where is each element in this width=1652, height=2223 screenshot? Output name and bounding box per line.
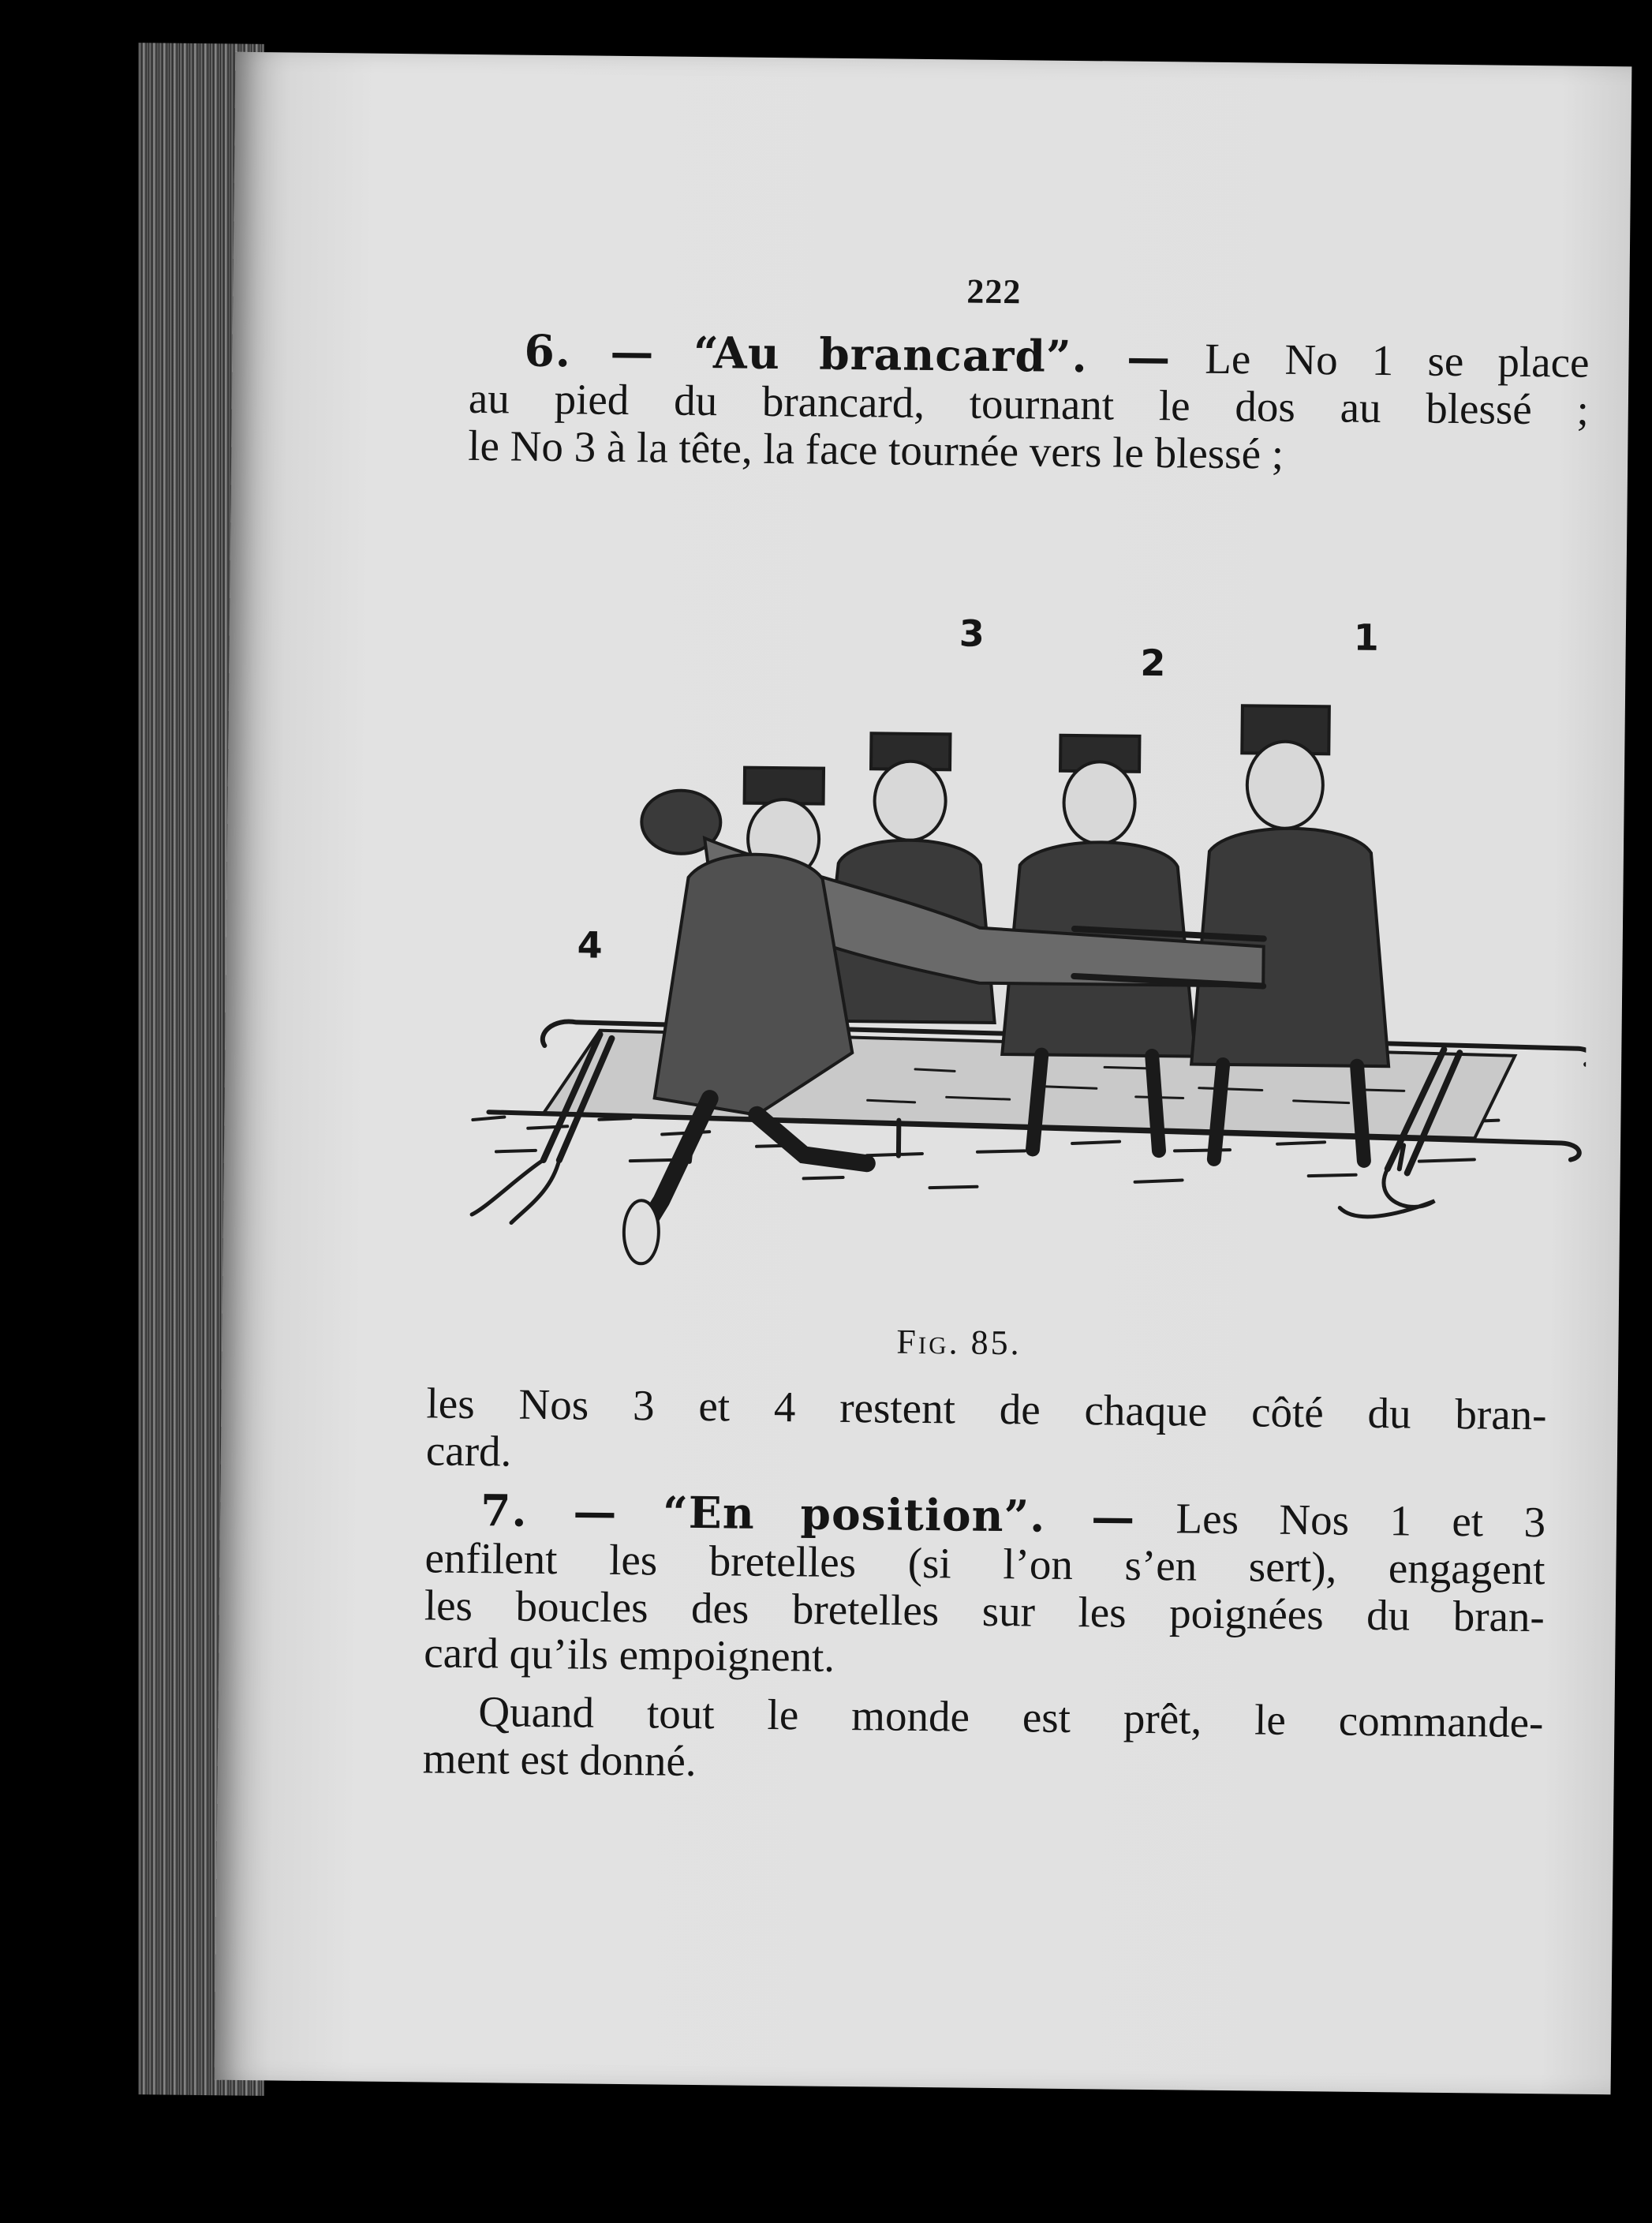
- section-7-number: 7. — “: [480, 1484, 690, 1538]
- section-6-number: 6. — “: [524, 324, 714, 379]
- section-7-text-1: Les Nos 1 et 3: [1175, 1494, 1546, 1547]
- section-6-command: Au brancard: [712, 327, 1047, 382]
- section-6-line-2: au pied du brancard, tournant le dos au blessé ;: [468, 373, 1590, 434]
- figure-marker-4: 4: [577, 923, 603, 967]
- closing-line-2: ment est donné.: [422, 1734, 697, 1786]
- section-7-line-4: card qu’ils empoignent.: [423, 1628, 835, 1681]
- section-6-text-1: Le No 1 se place: [1205, 334, 1590, 387]
- figure-marker-3: 3: [959, 612, 985, 655]
- book-page: [215, 52, 1632, 2094]
- section-7-command: En position: [688, 1486, 1004, 1542]
- figure-marker-1: 1: [1353, 616, 1380, 660]
- page-number: 222: [966, 271, 1022, 312]
- section-6-close: ”. —: [1045, 330, 1172, 384]
- closing-paragraph: [423, 1687, 1544, 1794]
- continuation-line-1: les Nos 3 et 4 restent de chaque côté du bran-: [426, 1379, 1547, 1439]
- continuation-line-2: card.: [425, 1426, 512, 1476]
- section-7-line-3: les boucles des bretelles sur les poignées du bran-: [424, 1581, 1545, 1641]
- section-7-line-2: enfilent les bretelles (si l’on s’en sert), engagent: [424, 1533, 1545, 1594]
- figure-stretcher-illustration: [424, 606, 1590, 1312]
- figure-marker-2: 2: [1140, 641, 1166, 685]
- section-6-line-3: le No 3 à la tête, la face tournée vers le blessé ;: [467, 421, 1284, 478]
- figure-caption: Fig. 85.: [896, 1322, 1022, 1363]
- continuation-paragraph: [426, 1379, 1547, 1486]
- closing-line-1: Quand tout le monde est prêt, le commande-: [478, 1687, 1544, 1747]
- section-7-close: ”. —: [1004, 1490, 1136, 1543]
- section-7-paragraph: [424, 1486, 1545, 1688]
- section-6-paragraph: [467, 324, 1590, 481]
